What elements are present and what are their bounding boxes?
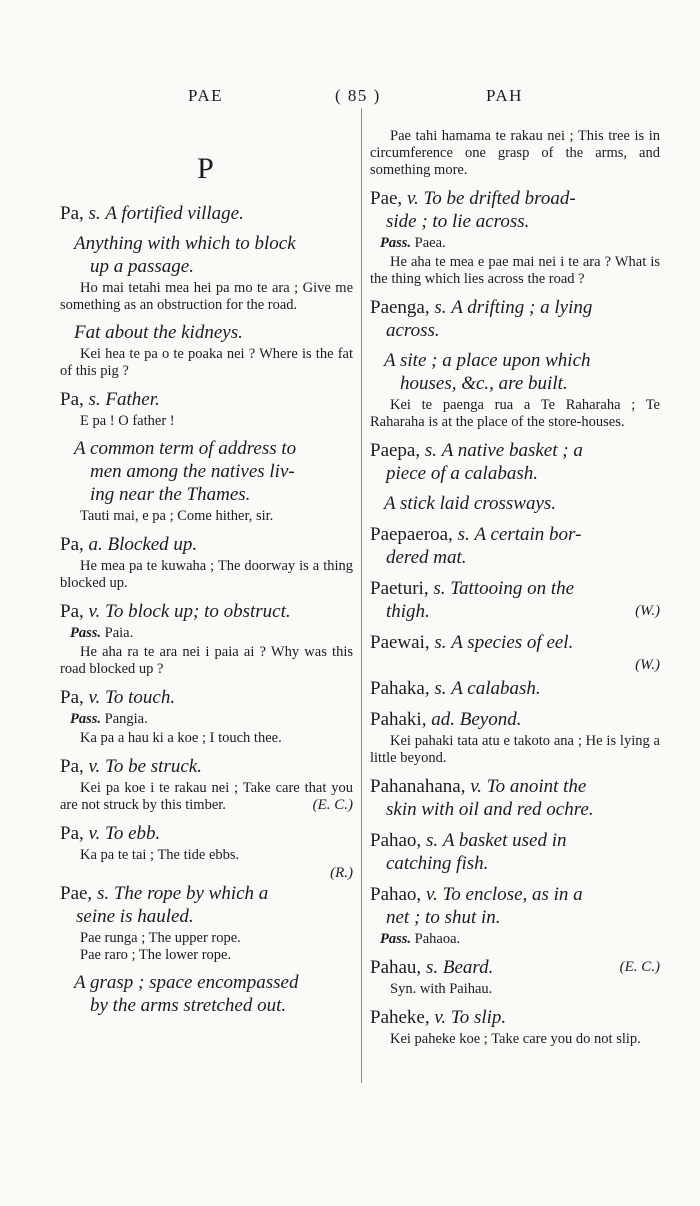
- example: He aha ra te ara nei i paia ai ? Why was this road blocked up ?: [60, 644, 353, 677]
- sub-definition: A grasp ; space encompassed by the arms stretched out.: [74, 972, 299, 1016]
- entry-headword: Pahaki, ad. Beyond.: [370, 709, 522, 730]
- entry-headword: Pae, s. The rope by which a seine is hauled.: [60, 883, 269, 927]
- synonym-note: Syn. with Paihau.: [390, 981, 493, 997]
- entry-headword: Pa, v. To touch.: [60, 687, 176, 708]
- sub-definition: A common term of address to men among the natives liv- ing near the Thames.: [74, 438, 297, 505]
- entry-headword: Pa, s. Father.: [60, 389, 160, 410]
- left-column: [60, 120, 353, 1019]
- example: Kei pa koe i te rakau nei ; Take care that you are not struck by this timber. (E. C.): [60, 780, 353, 813]
- page-number: ( 85 ): [335, 86, 381, 105]
- sub-definition: A stick laid crossways.: [384, 493, 557, 514]
- example: Kei te paenga rua a Te Raharaha ; Te Raharaha is at the place of the store-houses.: [370, 397, 660, 430]
- entry-headword: Pahaka, s. A calabash.: [370, 678, 541, 699]
- source-citation: (W.): [635, 657, 660, 673]
- sub-definition: A site ; a place upon which houses, &c., are built.: [384, 350, 591, 394]
- example: E pa ! O father !: [80, 413, 175, 429]
- entry-headword: Paepa, s. A native basket ; a piece of a calabash.: [370, 440, 583, 484]
- example: Kei hea te pa o te poaka nei ? Where is the fat of this pig ?: [60, 346, 353, 379]
- example: Pae tahi hamama te rakau nei ; This tree is in circumference one grasp of the arms, and something more.: [370, 128, 660, 178]
- example: Pae runga ; The upper rope.: [80, 930, 241, 946]
- column-divider: [361, 108, 362, 1083]
- entry-headword: Pahau, s. Beard. (E. C.): [370, 957, 660, 978]
- entry-headword: Pae, v. To be drifted broad- side ; to lie across.: [370, 188, 576, 232]
- passive-form: Pass. Pangia.: [70, 711, 148, 727]
- entry-headword: Paenga, s. A drifting ; a lying across.: [370, 297, 593, 341]
- running-head-right: PAH: [486, 86, 523, 105]
- entry-headword: Paeturi, s. Tattooing on the thigh. (W.): [370, 578, 660, 622]
- example: Pae raro ; The lower rope.: [80, 947, 232, 963]
- section-letter: P: [197, 152, 216, 185]
- sub-definition: Fat about the kidneys.: [74, 322, 243, 343]
- passive-form: Pass. Paea.: [380, 235, 446, 251]
- example: Kei pahaki tata atu e takoto ana ; He is lying a little beyond.: [370, 733, 660, 766]
- entry-headword: Paewai, s. A species of eel. (W.): [370, 631, 660, 654]
- example: Kei paheke koe ; Take care you do not slip.: [390, 1031, 641, 1047]
- example: He aha te mea e pae mai nei i te ara ? What is the thing which lies across the road ?: [370, 254, 660, 287]
- entry-headword: Pa, v. To block up; to obstruct.: [60, 601, 291, 622]
- example: Ho mai tetahi mea hei pa mo te ara ; Give me something as an obstruction for the road.: [60, 280, 353, 313]
- entry-headword: Pa, v. To be struck.: [60, 756, 202, 777]
- entry-headword: Pa, a. Blocked up.: [60, 534, 198, 555]
- source-citation: (E. C.): [619, 959, 660, 975]
- sub-definition: Anything with which to block up a passage.: [74, 233, 296, 277]
- right-column: [370, 128, 660, 1048]
- example: Ka pa te tai ; The tide ebbs.: [80, 847, 240, 863]
- passive-form: Pass. Paia.: [70, 625, 134, 641]
- source-citation: (R.): [330, 865, 353, 881]
- entry-headword: Pahao, v. To enclose, as in a net ; to shut in.: [370, 884, 583, 928]
- running-head-left: PAE: [188, 86, 224, 105]
- passive-form: Pass. Pahaoa.: [380, 931, 461, 947]
- entry-headword: Paheke, v. To slip.: [370, 1007, 507, 1028]
- example: Ka pa a hau ki a koe ; I touch thee.: [80, 730, 282, 746]
- entry-headword: Pahanahana, v. To anoint the skin with oil and red ochre.: [370, 776, 594, 820]
- source-citation: (W.): [635, 603, 660, 619]
- entry-headword: Pahao, s. A basket used in catching fish.: [370, 830, 567, 874]
- example: Tauti mai, e pa ; Come hither, sir.: [80, 508, 274, 524]
- entry-headword: Paepaeroa, s. A certain bor- dered mat.: [370, 524, 582, 568]
- entry-headword: Pa, s. A fortified village.: [60, 203, 244, 224]
- source-citation: (E. C.): [312, 797, 353, 813]
- example: He mea pa te kuwaha ; The doorway is a thing blocked up.: [60, 558, 353, 591]
- entry-headword: Pa, v. To ebb.: [60, 823, 161, 844]
